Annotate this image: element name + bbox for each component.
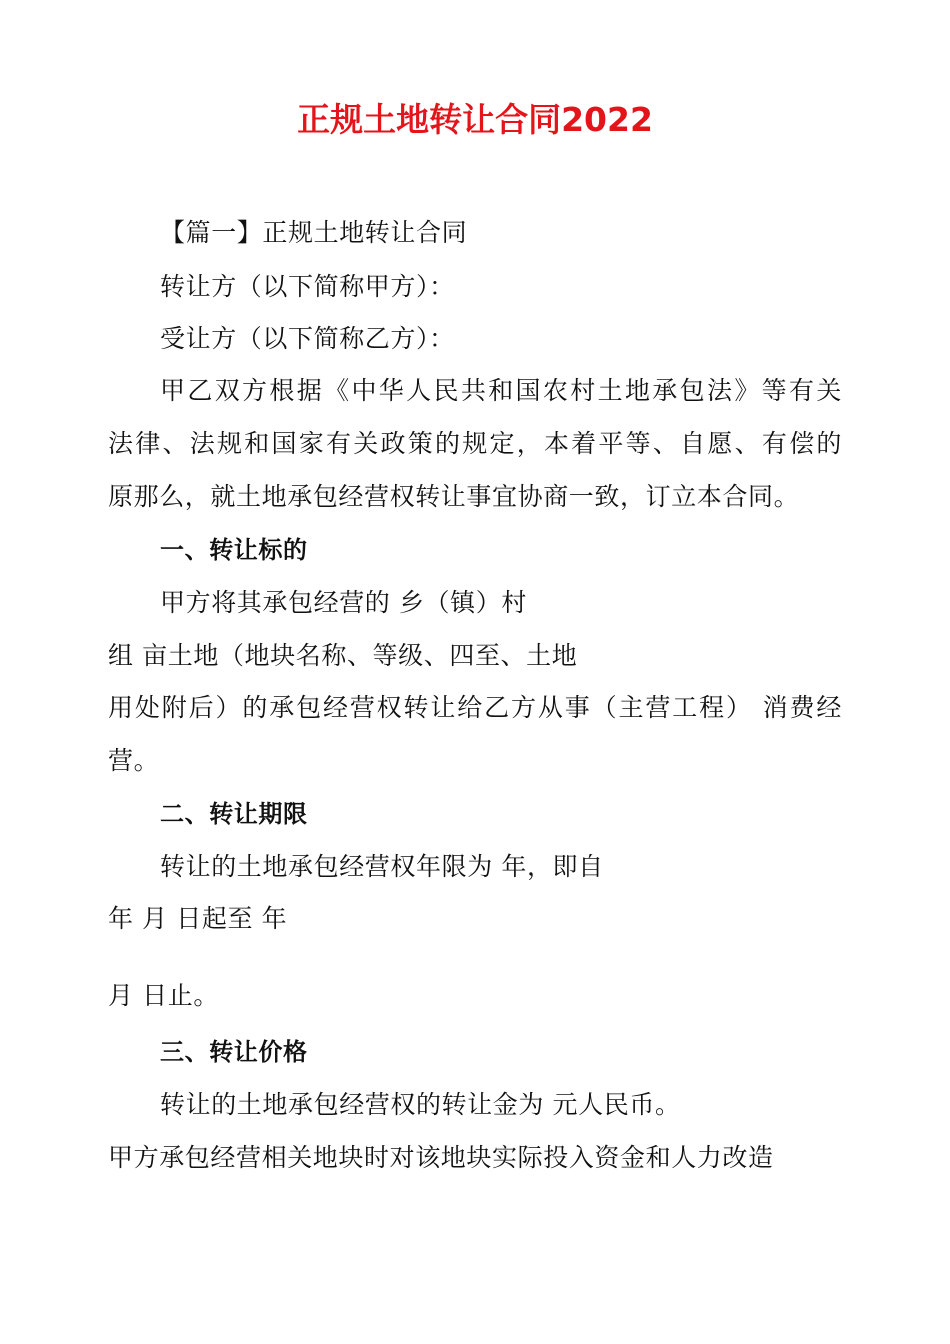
section-heading-transfer-subject: 一、转让标的	[160, 536, 308, 564]
paragraph-intro-line-1: 甲乙双方根据《中华人民共和国农村土地承包法》等有关	[160, 376, 842, 405]
transferor-line: 转让方（以下简称甲方）：	[160, 272, 455, 301]
transferee-line: 受让方（以下简称乙方）：	[160, 324, 455, 353]
subject-line-4: 营。	[108, 746, 160, 775]
subject-line-2: 组 亩土地（地块名称、等级、四至、土地	[108, 641, 578, 670]
price-line-2: 甲方承包经营相关地块时对该地块实际投入资金和人力改造	[108, 1143, 774, 1172]
document-title: 正规土地转让合同2022	[297, 100, 653, 139]
price-line-1: 转让的土地承包经营权的转让金为 元人民币。	[160, 1090, 681, 1119]
term-line-1: 转让的土地承包经营权年限为 年，即自	[160, 852, 604, 881]
paragraph-intro-line-3: 原那么，就土地承包经营权转让事宜协商一致，订立本合同。	[108, 482, 800, 511]
subject-line-3: 用处附后）的承包经营权转让给乙方从事（主营工程） 消费经	[108, 693, 842, 722]
section-heading-transfer-price: 三、转让价格	[160, 1038, 308, 1066]
section-heading-part-one: 【篇一】正规土地转让合同	[160, 218, 468, 247]
term-line-3: 月 日止。	[108, 981, 219, 1010]
subject-line-1: 甲方将其承包经营的 乡（镇）村	[160, 588, 527, 617]
paragraph-intro-line-2: 法律、法规和国家有关政策的规定，本着平等、自愿、有偿的	[108, 429, 842, 458]
section-heading-transfer-term: 二、转让期限	[160, 800, 308, 828]
term-line-2: 年 月 日起至 年	[108, 904, 288, 933]
